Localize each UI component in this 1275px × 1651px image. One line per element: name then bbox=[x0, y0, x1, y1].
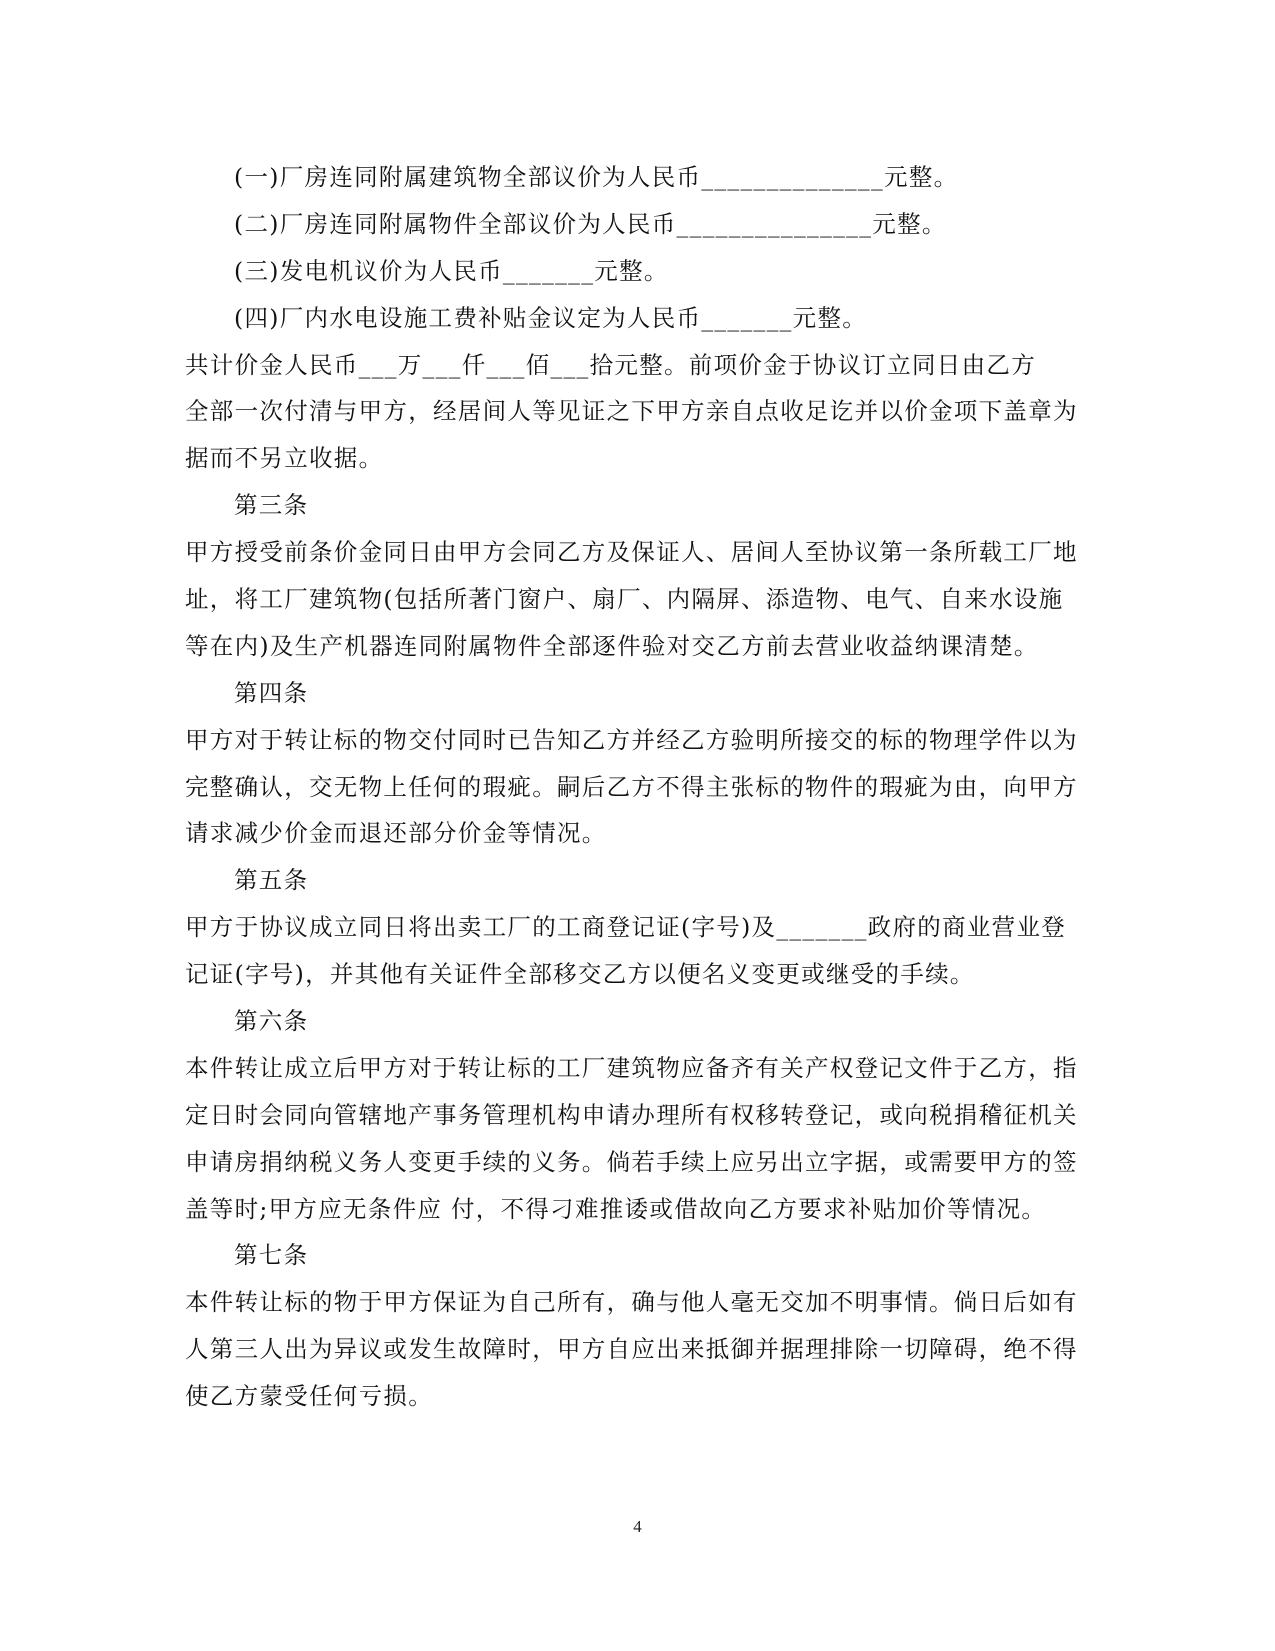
paragraph-line: 共计价金人民币___万___仟___佰___拾元整。前项价金于协议订立同日由乙方 bbox=[185, 350, 1036, 379]
paragraph-line: 址，将工厂建筑物(包括所著门窗户、扇厂、内隔屏、添造物、电气、自来水设施 bbox=[185, 585, 1064, 614]
paragraph-line: 盖等时;甲方应无条件应 付，不得刁难推诿或借故向乙方要求补贴加价等情况。 bbox=[185, 1194, 1047, 1223]
article-heading-3: 第三条 bbox=[234, 491, 309, 520]
clause-item-1: (一)厂房连同附属建筑物全部议价为人民币______________元整。 bbox=[234, 163, 959, 191]
paragraph-line: 人第三人出为异议或发生故障时，甲方自应出来抵御并据理排除一切障碍，绝不得 bbox=[185, 1335, 1078, 1364]
paragraph-line: 甲方授受前条价金同日由甲方会同乙方及保证人、居间人至协议第一条所载工厂地 bbox=[185, 538, 1078, 567]
paragraph-line: 等在内)及生产机器连同附属物件全部逐件验对交乙方前去营业收益纳课清楚。 bbox=[185, 631, 1039, 660]
clause-item-4: (四)厂内水电设施工费补贴金议定为人民币_______元整。 bbox=[234, 303, 868, 332]
paragraph-line: 完整确认，交无物上任何的瑕疵。嗣后乙方不得主张标的物件的瑕疵为由，向甲方 bbox=[185, 772, 1078, 801]
article-heading-5: 第五条 bbox=[234, 866, 309, 895]
paragraph-line: 记证(字号)，并其他有关证件全部移交乙方以便名义变更或继受的手续。 bbox=[185, 960, 975, 989]
document-body bbox=[185, 154, 1085, 1420]
clause-item-3: (三)发电机议价为人民币_______元整。 bbox=[234, 256, 669, 285]
paragraph-line: 本件转让成立后甲方对于转让标的工厂建筑物应备齐有关产权登记文件于乙方，指 bbox=[185, 1053, 1078, 1082]
paragraph-line: 甲方于协议成立同日将出卖工厂的工商登记证(字号)及_______政府的商业营业登 bbox=[185, 913, 1067, 942]
paragraph-line: 据而不另立收据。 bbox=[185, 444, 384, 473]
page-number: 4 bbox=[633, 1517, 642, 1536]
paragraph-line: 甲方对于转让标的物交付同时已告知乙方并经乙方验明所接交的标的物理学件以为 bbox=[185, 725, 1078, 754]
clause-item-2: (二)厂房连同附属物件全部议价为人民币_______________元整。 bbox=[234, 209, 947, 238]
article-heading-4: 第四条 bbox=[234, 678, 309, 707]
article-heading-7: 第七条 bbox=[234, 1241, 309, 1270]
paragraph-line: 本件转让标的物于甲方保证为自己所有，确与他人毫无交加不明事情。倘日后如有 bbox=[185, 1288, 1078, 1317]
paragraph-line: 使乙方蒙受任何亏损。 bbox=[185, 1382, 433, 1411]
paragraph-line: 申请房捐纳税义务人变更手续的义务。倘若手续上应另出立字据，或需要甲方的签 bbox=[185, 1147, 1078, 1176]
paragraph-line: 全部一次付清与甲方，经居间人等见证之下甲方亲自点收足讫并以价金项下盖章为 bbox=[185, 397, 1078, 426]
paragraph-line: 请求减少价金而退还部分价金等情况。 bbox=[185, 819, 607, 848]
paragraph-line: 定日时会同向管辖地产事务管理机构申请办理所有权移转登记，或向税捐稽征机关 bbox=[185, 1100, 1078, 1129]
article-heading-6: 第六条 bbox=[234, 1007, 309, 1036]
